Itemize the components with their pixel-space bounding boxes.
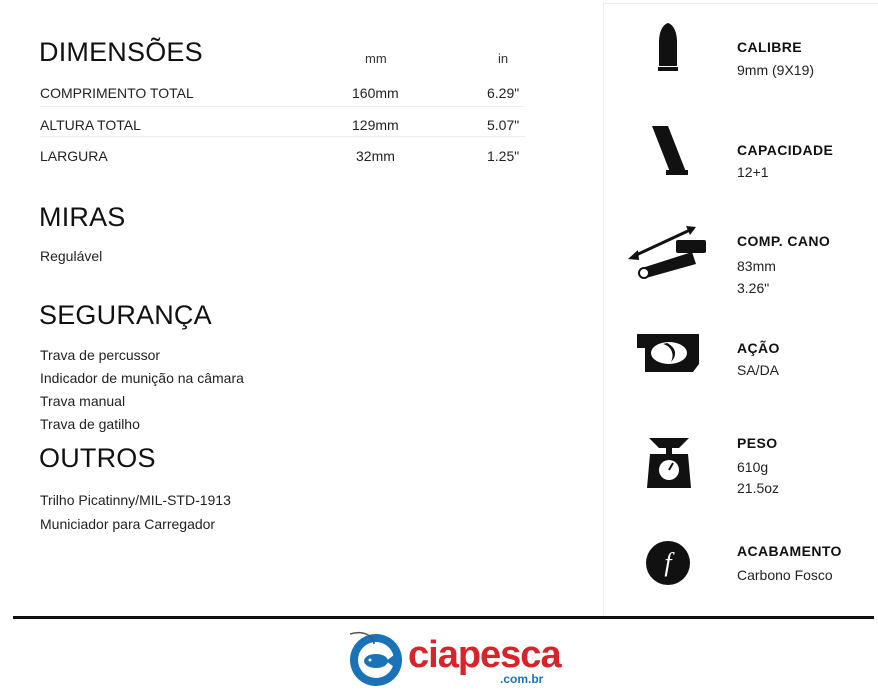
row-divider (40, 106, 525, 107)
row-divider (40, 136, 525, 137)
miras-heading: MIRAS (39, 202, 126, 232)
ciapesca-logo (340, 628, 560, 690)
dimension-label: COMPRIMENTO TOTAL (40, 85, 194, 101)
spec-value: 83mm (737, 258, 776, 274)
spec-label-peso: PESO (737, 435, 778, 451)
spec-value: SA/DA (737, 362, 780, 378)
outros-item: Trilho Picatinny/MIL-STD-1913 (40, 492, 231, 508)
logo-wordmark: ciapesca (408, 634, 561, 676)
trigger-action-icon (637, 334, 699, 374)
spec-label-calibre: CALIBRE (737, 39, 803, 55)
dimension-in-value: 5.07" (487, 117, 520, 133)
spec-label-acabamento: ACABAMENTO (737, 543, 842, 559)
dimension-mm-value: 129mm (352, 117, 399, 133)
outros-item: Municiador para Carregador (40, 516, 216, 532)
seguranca-item: Trava manual (40, 393, 126, 409)
spec-panel (603, 3, 878, 616)
logo-domain: .com.br (500, 672, 544, 686)
magazine-icon (650, 124, 688, 176)
dimension-in-value: 6.29" (487, 85, 520, 101)
spec-value: Carbono Fosco (737, 567, 833, 583)
spec-value: 12+1 (737, 164, 769, 180)
spec-value: 9mm (9X19) (737, 62, 815, 78)
seguranca-item: Trava de gatilho (40, 416, 140, 432)
spec-value: 610g (737, 459, 769, 475)
svg-text:f: f (664, 548, 672, 577)
seguranca-heading: SEGURANÇA (39, 300, 212, 330)
outros-heading: OUTROS (39, 443, 156, 473)
column-header-mm: mm (365, 51, 387, 66)
seguranca-item: Trava de percussor (40, 347, 161, 363)
dimensions-heading: DIMENSÕES (39, 37, 203, 67)
dimension-label: LARGURA (40, 148, 108, 164)
scale-icon (646, 436, 692, 490)
spec-label-comp-cano: COMP. CANO (737, 233, 831, 249)
spec-label-capacidade: CAPACIDADE (737, 142, 834, 158)
spec-label-acao: AÇÃO (737, 340, 780, 356)
footer-divider (13, 616, 874, 619)
dimension-mm-value: 32mm (356, 148, 395, 164)
dimension-label: ALTURA TOTAL (40, 117, 141, 133)
spec-value: 21.5oz (737, 480, 780, 496)
dimension-mm-value: 160mm (352, 85, 399, 101)
barrel-icon (628, 222, 710, 280)
finish-icon (645, 540, 691, 586)
miras-item: Regulável (40, 248, 103, 264)
fish-emblem-icon (344, 630, 408, 688)
seguranca-item: Indicador de munição na câmara (40, 370, 244, 386)
dimension-in-value: 1.25" (487, 148, 520, 164)
column-header-in: in (498, 51, 509, 66)
bullet-icon (655, 22, 681, 72)
spec-value: 3.26" (737, 280, 770, 296)
